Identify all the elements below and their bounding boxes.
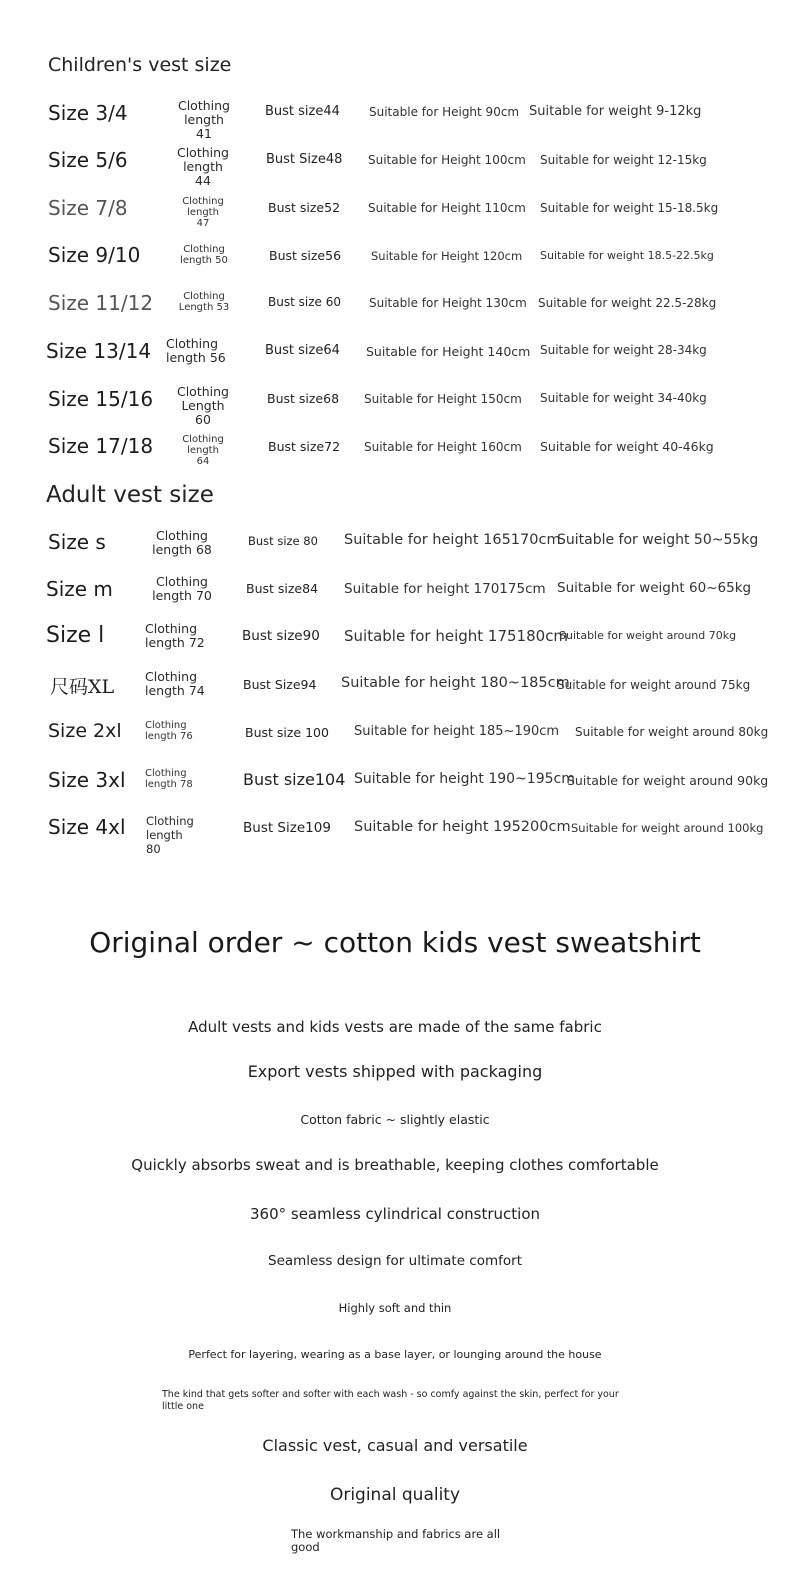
feature-line: The kind that gets softer and softer with each wash - so comfy against the skin, perfect for your little one: [162, 1389, 619, 1412]
suitable-weight: Suitable for weight 28-34kg: [540, 343, 707, 357]
feature-line: Highly soft and thin: [338, 1301, 452, 1315]
bust-size: Bust size 80: [248, 534, 318, 548]
suitable-weight: Suitable for weight around 70kg: [559, 629, 737, 642]
feature-line: Export vests shipped with packaging: [247, 1062, 543, 1081]
suitable-height: Suitable for Height 110cm: [368, 201, 526, 215]
suitable-weight: Suitable for weight 9-12kg: [529, 104, 702, 119]
size-label: Size 11/12: [48, 291, 154, 315]
suitable-height: Suitable for Height 130cm: [369, 296, 527, 310]
size-label: Size 17/18: [48, 434, 154, 458]
suitable-height: Suitable for Height 90cm: [369, 105, 520, 119]
suitable-weight: Suitable for weight 50~55kg: [557, 532, 759, 548]
size-label: Size 4xl: [48, 815, 126, 839]
clothing-length: Clothing length 44: [176, 145, 229, 188]
size-label: Size 3xl: [48, 768, 126, 792]
suitable-weight: Suitable for weight 40-46kg: [540, 439, 714, 454]
bust-size: Bust size90: [242, 628, 320, 644]
clothing-length: Clothing length 47: [182, 196, 224, 229]
feature-line: Classic vest, casual and versatile: [262, 1436, 528, 1455]
size-label: Size 2xl: [48, 720, 122, 742]
bust-size: Bust Size94: [243, 677, 317, 692]
suitable-weight: Suitable for weight 18.5-22.5kg: [540, 249, 714, 262]
bust-size: Bust Size109: [243, 820, 331, 836]
clothing-length: Clothing length 41: [177, 98, 230, 141]
clothing-length: Clothing length 80: [146, 814, 194, 856]
clothing-length: Clothing length 78: [145, 768, 193, 790]
suitable-height: Suitable for Height 150cm: [364, 392, 522, 406]
bust-size: Bust Size48: [266, 152, 343, 167]
size-label: Size s: [48, 530, 106, 554]
clothing-length: Clothing length 74: [145, 669, 205, 698]
feature-line: Seamless design for ultimate comfort: [268, 1253, 522, 1269]
suitable-height: Suitable for Height 100cm: [368, 153, 526, 167]
suitable-height: Suitable for height 175180cm: [344, 627, 569, 645]
bust-size: Bust size56: [269, 248, 342, 263]
suitable-weight: Suitable for weight around 80kg: [575, 725, 769, 739]
bust-size: Bust size68: [267, 391, 340, 406]
suitable-weight: Suitable for weight around 100kg: [571, 821, 764, 835]
suitable-height: Suitable for Height 160cm: [364, 440, 522, 454]
feature-line: Perfect for layering, wearing as a base layer, or lounging around the house: [188, 1348, 602, 1361]
size-label: Size m: [46, 577, 113, 601]
bust-size: Bust size44: [265, 104, 340, 119]
bust-size: Bust size 60: [268, 295, 341, 309]
adult-section-title: Adult vest size: [46, 482, 214, 508]
children-section-title: Children's vest size: [48, 54, 232, 76]
suitable-height: Suitable for Height 140cm: [366, 344, 531, 359]
suitable-weight: Suitable for weight 60~65kg: [557, 580, 752, 596]
size-label: 尺码XL: [50, 676, 115, 698]
suitable-weight: Suitable for weight around 75kg: [557, 678, 751, 692]
bust-size: Bust size104: [243, 770, 346, 789]
clothing-length: Clothing length 68: [152, 528, 212, 557]
bust-size: Bust size72: [268, 439, 341, 454]
size-label: Size 15/16: [48, 387, 154, 411]
headline: Original order ~ cotton kids vest sweatshirt: [89, 926, 701, 959]
size-label: Size 5/6: [48, 148, 128, 172]
size-label: Size 13/14: [46, 339, 152, 363]
bust-size: Bust size52: [268, 200, 341, 215]
suitable-weight: Suitable for weight 34-40kg: [540, 391, 707, 405]
suitable-height: Suitable for height 195200cm: [354, 819, 571, 835]
size-label: Size 7/8: [48, 196, 128, 220]
suitable-weight: Suitable for weight 22.5-28kg: [538, 296, 717, 310]
size-label: Size 9/10: [48, 243, 141, 267]
feature-line: Original quality: [329, 1485, 461, 1505]
clothing-length: Clothing Length 60: [176, 384, 229, 427]
suitable-height: Suitable for Height 120cm: [371, 249, 523, 263]
clothing-length: Clothing length 64: [182, 434, 224, 467]
suitable-height: Suitable for height 165170cm: [344, 532, 561, 548]
size-label: Size l: [46, 623, 105, 648]
suitable-weight: Suitable for weight 15-18.5kg: [540, 201, 719, 215]
clothing-length: Clothing length 76: [145, 720, 193, 742]
suitable-height: Suitable for height 170175cm: [344, 581, 546, 597]
bust-size: Bust size 100: [245, 725, 329, 740]
bust-size: Bust size84: [246, 581, 319, 596]
clothing-length: Clothing length 72: [145, 621, 205, 650]
feature-line: The workmanship and fabrics are all good: [291, 1527, 501, 1554]
feature-line: Cotton fabric ~ slightly elastic: [300, 1112, 490, 1127]
clothing-length: Clothing Length 53: [178, 291, 230, 313]
clothing-length: Clothing length 50: [180, 244, 228, 266]
clothing-length: Clothing length 56: [166, 336, 226, 365]
size-label: Size 3/4: [48, 101, 128, 125]
clothing-length: Clothing length 70: [152, 574, 212, 603]
suitable-height: Suitable for height 190~195cm: [354, 771, 575, 787]
feature-line: Quickly absorbs sweat and is breathable, keeping clothes comfortable: [131, 1156, 659, 1174]
suitable-weight: Suitable for weight 12-15kg: [540, 153, 707, 167]
feature-line: Adult vests and kids vests are made of the same fabric: [188, 1018, 602, 1036]
feature-line: 360° seamless cylindrical construction: [249, 1205, 541, 1223]
suitable-weight: Suitable for weight around 90kg: [567, 773, 769, 788]
suitable-height: Suitable for height 185~190cm: [354, 724, 560, 739]
bust-size: Bust size64: [265, 343, 340, 358]
suitable-height: Suitable for height 180~185cm: [341, 675, 570, 691]
